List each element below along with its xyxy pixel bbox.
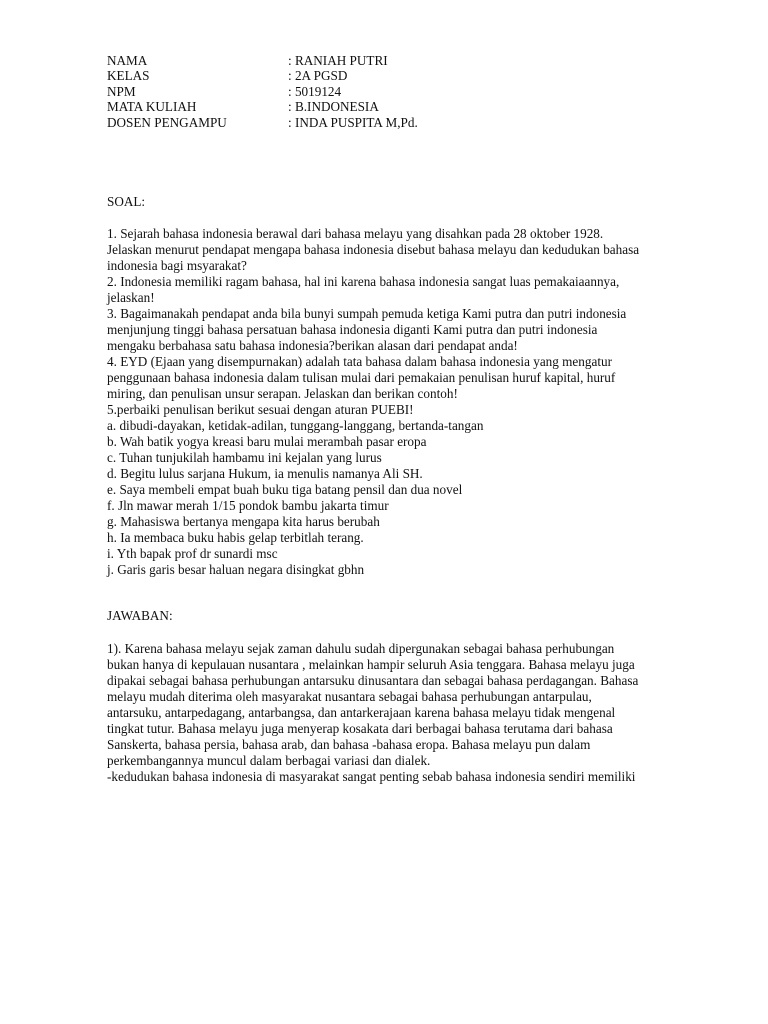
identity-value: : B.INDONESIA [288, 99, 379, 114]
soal-line: 4. EYD (Ejaan yang disempurnakan) adalah tata bahasa dalam bahasa indonesia yang mengatur [107, 354, 612, 369]
jawaban-line: -kedudukan bahasa indonesia di masyarakat sangat penting sebab bahasa indonesia sendiri memiliki [107, 769, 636, 784]
soal-line: 1. Sejarah bahasa indonesia berawal dari bahasa melayu yang disahkan pada 28 oktober 1928. [107, 226, 604, 241]
soal-line: e. Saya membeli empat buah buku tiga batang pensil dan dua novel [107, 482, 463, 497]
soal-line: d. Begitu lulus sarjana Hukum, ia menulis namanya Ali SH. [107, 466, 423, 481]
soal-heading: SOAL: [107, 194, 146, 209]
identity-label: DOSEN PENGAMPU [107, 115, 227, 130]
soal-line: i. Yth bapak prof dr sunardi msc [107, 546, 278, 561]
identity-value: : 5019124 [288, 84, 342, 99]
identity-value: : INDA PUSPITA M,Pd. [288, 115, 418, 130]
soal-line: 3. Bagaimanakah pendapat anda bila bunyi sumpah pemuda ketiga Kami putra dan putri indonesia [107, 306, 627, 321]
soal-line: g. Mahasiswa bertanya mengapa kita harus berubah [107, 514, 380, 529]
identity-label: NPM [107, 84, 136, 99]
identity-value: : 2A PGSD [288, 68, 348, 83]
soal-line: jelaskan! [107, 290, 155, 305]
jawaban-line: Sanskerta, bahasa persia, bahasa arab, dan bahasa -bahasa eropa. Bahasa melayu pun dalam [107, 737, 591, 752]
soal-line: miring, dan penulisan unsur serapan. Jelaskan dan berikan contoh! [107, 386, 458, 401]
soal-line: penggunaan bahasa indonesia dalam tulisan mulai dari pemakaian penulisan huruf kapital, huruf [107, 370, 616, 385]
soal-line: 5.perbaiki penulisan berikut sesuai dengan aturan PUEBI! [107, 402, 414, 417]
identity-label: NAMA [107, 53, 148, 68]
soal-line: f. Jln mawar merah 1/15 pondok bambu jakarta timur [107, 498, 389, 513]
soal-line: c. Tuhan tunjukilah hambamu ini kejalan yang lurus [107, 450, 382, 465]
soal-line: Jelaskan menurut pendapat mengapa bahasa indonesia disebut bahasa melayu dan kedudukan bahasa [107, 242, 640, 257]
identity-label: MATA KULIAH [107, 99, 197, 114]
jawaban-line: melayu mudah diterima oleh masyarakat nusantara sebagai bahasa perhubungan antarpulau, [107, 689, 592, 704]
identity-value: : RANIAH PUTRI [288, 53, 388, 68]
soal-line: a. dibudi-dayakan, ketidak-adilan, tunggang-langgang, bertanda-tangan [107, 418, 484, 433]
jawaban-line: bukan hanya di kepulauan nusantara , melainkan hampir seluruh Asia tenggara. Bahasa melayu juga [107, 657, 635, 672]
soal-line: b. Wah batik yogya kreasi baru mulai merambah pasar eropa [107, 434, 427, 449]
jawaban-heading: JAWABAN: [107, 608, 173, 623]
jawaban-line: dipakai sebagai bahasa perhubungan antarsuku dinusantara dan sebagai bahasa perdagangan. Bahasa [107, 673, 639, 688]
jawaban-line: antarsuku, antarpedagang, antarbangsa, dan antarkerajaan karena bahasa melayu tidak mengenal [107, 705, 616, 720]
soal-line: h. Ia membaca buku habis gelap terbitlah terang. [107, 530, 364, 545]
jawaban-line: 1). Karena bahasa melayu sejak zaman dahulu sudah dipergunakan sebagai bahasa perhubungan [107, 641, 615, 656]
soal-line: 2. Indonesia memiliki ragam bahasa, hal ini karena bahasa indonesia sangat luas pemakaiaannya, [107, 274, 620, 289]
soal-line: indonesia bagi msyarakat? [107, 258, 247, 273]
jawaban-line: perkembangannya muncul dalam berbagai variasi dan dialek. [107, 753, 431, 768]
soal-line: menjunjung tinggi bahasa persatuan bahasa indonesia diganti Kami putra dan putri indonesia [107, 322, 598, 337]
soal-line: mengaku berbahasa satu bahasa indonesia?berikan alasan dari pendapat anda! [107, 338, 518, 353]
identity-label: KELAS [107, 68, 150, 83]
jawaban-line: tingkat tutur. Bahasa melayu juga menyerap kosakata dari berbagai bahasa terutama dari bahasa [107, 721, 613, 736]
soal-line: j. Garis garis besar haluan negara disingkat gbhn [107, 562, 365, 577]
